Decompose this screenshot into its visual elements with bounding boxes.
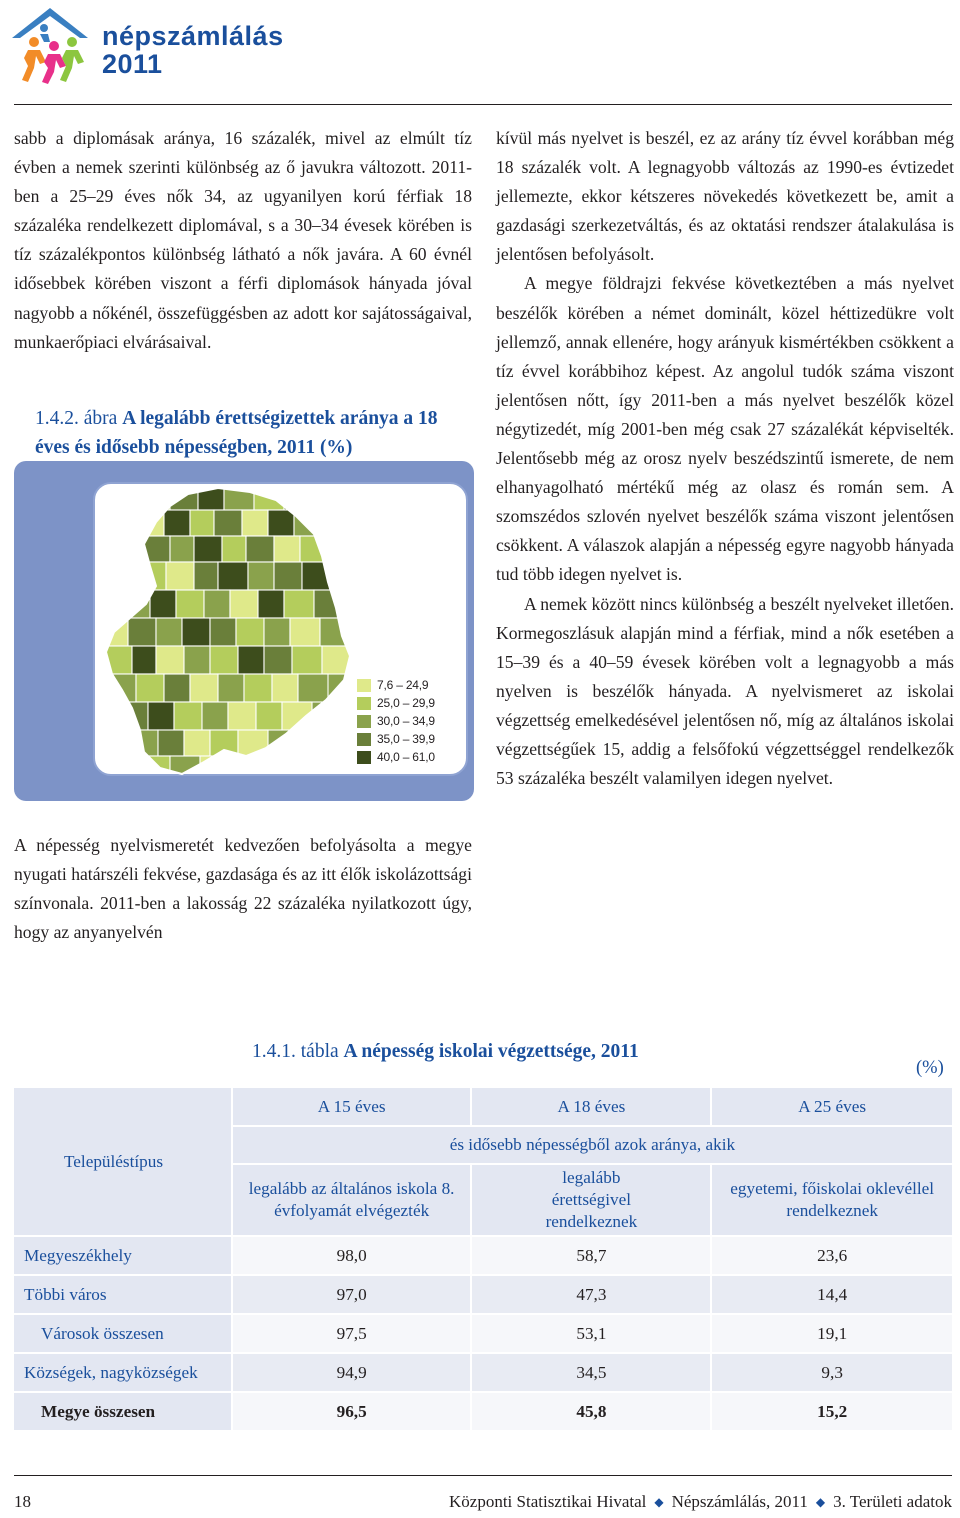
page-number: 18	[14, 1492, 31, 1511]
left-paragraph-2: A népesség nyelvismeretét kedvezően befolyásolta a megye nyugati határszéli fekvése, gazdasága és az itt élők iskolázottsági színvonala. 2011-ben a lakosság 22 százaléka nyilatkozott úgy, hogy az anyanyelvén	[14, 835, 472, 943]
table-title: A népesség iskolai végzettsége, 2011	[343, 1041, 639, 1062]
left-paragraph-1: sabb a diplomásak aránya, 16 százalék, mivel az elmúlt tíz évben a nemek szerinti különbség az ő javukra változott. 2011-ben a 25–29 éves nők 34, az ugyanilyen korú férfiak 18 százaléka rendelkezett diplomával, s a 30–34 évesek körében is tíz százalékpontos különbség látható a nők javára. A 60 évnél idősebbek körében viszont a férfi diplomások hányada jóval nagyobb a nőkénél, összefüggésben az adott kor sajátosságaival, munkaerőpiaci elvárásaival.	[14, 128, 472, 352]
footer-rule	[14, 1475, 952, 1476]
table-cell: 19,1	[711, 1314, 953, 1353]
table-cell: 9,3	[711, 1353, 953, 1392]
legend-label: 40,0 – 61,0	[377, 750, 435, 764]
education-table	[14, 1088, 954, 1432]
legend-swatch	[357, 715, 371, 728]
footer-volume: 3. Területi adatok	[833, 1492, 952, 1511]
table-number: 1.4.1. tábla	[252, 1041, 339, 1062]
footer-publisher: Központi Statisztikai Hivatal	[449, 1492, 647, 1511]
diamond-icon: ◆	[654, 1495, 664, 1509]
logo-wordmark	[102, 22, 284, 78]
right-paragraph-1: kívül más nyelvet is beszél, ez az arány tíz évvel korábban még 18 százalék volt. A legnagyobb változás az 1990-es évtizedet jellemezte, ekkor kétszeres növekedés következett be, amit a gazdasági szerkezetváltás, és az oktatási rendszer átalakulása is jelentősen befolyásolt.	[496, 128, 954, 265]
table-cell: 58,7	[471, 1236, 711, 1275]
census-logo-icon	[10, 6, 94, 90]
row-label: Városok összesen	[14, 1314, 232, 1353]
table-cell: 94,9	[232, 1353, 472, 1392]
table-row	[14, 1275, 953, 1314]
legend-item	[357, 730, 435, 748]
logo-title: népszámlálás	[102, 21, 284, 51]
table-cell: 34,5	[471, 1353, 711, 1392]
legend-swatch	[357, 733, 371, 746]
right-text-column	[496, 124, 954, 793]
figure-caption	[35, 404, 475, 462]
census-logo	[10, 6, 310, 90]
figure-number: 1.4.2. ábra	[35, 408, 118, 429]
table-cell: 96,5	[232, 1392, 472, 1431]
table-cell: 97,5	[232, 1314, 472, 1353]
figure-title: A legalább érettségizettek aránya a 18 éves és idősebb népességben, 2011 (%)	[35, 408, 438, 458]
footer-series: Népszámlálás, 2011	[671, 1492, 808, 1511]
left-text-column	[14, 124, 472, 357]
sub-header: legalább érettségivel rendelkeznek	[471, 1164, 711, 1236]
legend-item	[357, 748, 435, 766]
legend-item	[357, 694, 435, 712]
legend-item	[357, 712, 435, 730]
age-header: A 18 éves	[471, 1088, 711, 1126]
table-cell: 98,0	[232, 1236, 472, 1275]
sub-header: legalább az általános iskola 8. évfolyamát elvégezték	[232, 1164, 472, 1236]
legend-label: 7,6 – 24,9	[377, 678, 429, 692]
row-label: Községek, nagyközségek	[14, 1353, 232, 1392]
logo-year: 2011	[102, 49, 163, 79]
table-row	[14, 1353, 953, 1392]
table-cell: 15,2	[711, 1392, 953, 1431]
running-footer	[449, 1492, 952, 1512]
map-legend	[357, 676, 435, 766]
county-map	[100, 486, 360, 780]
table-cell: 53,1	[471, 1314, 711, 1353]
age-header: A 15 éves	[232, 1088, 472, 1126]
table-unit: (%)	[916, 1058, 944, 1078]
row-label: Megyeszékhely	[14, 1236, 232, 1275]
left-text-column-lower	[14, 831, 472, 947]
legend-label: 25,0 – 29,9	[377, 696, 435, 710]
legend-swatch	[357, 679, 371, 692]
age-header: A 25 éves	[711, 1088, 953, 1126]
diamond-icon: ◆	[815, 1495, 826, 1509]
span-header: és idősebb népességből azok aránya, akik	[232, 1126, 953, 1164]
right-paragraph-2: A megye földrajzi fekvése következtében a más nyelvet beszélők körében a német dominált, közel héttizedükre volt jellemző, annak ellenére, hogy arányuk kismértékben csökkent a tíz évvel korábbihoz képest. Az angolul tudók száma viszont jelentősen nőtt, így 2011-ben a más nyelvet beszélők közel négytizedét, míg 2001-ben még csak 27 százalékát képviselték. Jelentősebb még az orosz nyelv beszédszintű ismerete, de nem elhanyagolható mértékű még az olasz és román sem. A szomszédos szlovén nyelvet beszélők száma viszont jelentősen csökkent. A válaszok alapján a népesség egyre nagyobb hányada tud több idegen nyelvet is.	[496, 273, 954, 585]
table-cell: 23,6	[711, 1236, 953, 1275]
legend-label: 30,0 – 34,9	[377, 714, 435, 728]
legend-item	[357, 676, 435, 694]
table-total-row	[14, 1392, 953, 1431]
row-label: Többi város	[14, 1275, 232, 1314]
table-cell: 97,0	[232, 1275, 472, 1314]
table-cell: 14,4	[711, 1275, 953, 1314]
sub-header: egyetemi, főiskolai oklevéllel rendelkeznek	[711, 1164, 953, 1236]
header-rule	[14, 104, 952, 105]
table-cell: 45,8	[471, 1392, 711, 1431]
row-header-cell: Településtípus	[14, 1088, 232, 1236]
table-caption	[252, 1038, 639, 1066]
table-cell: 47,3	[471, 1275, 711, 1314]
table-row	[14, 1314, 953, 1353]
row-label: Megye összesen	[14, 1392, 232, 1431]
legend-swatch	[357, 751, 371, 764]
table-row	[14, 1236, 953, 1275]
legend-swatch	[357, 697, 371, 710]
table-header-row	[14, 1088, 953, 1126]
right-paragraph-3: A nemek között nincs különbség a beszélt nyelveket illetően. Kormegoszlásuk alapján mind a férfiak, mind a nők esetében a 15–39 és a 40–59 évesek körében volt a legnagyobb a más nyelven is beszélők hányada. A nyelvismeret az iskolai végzettség emelkedésével jelentősen nő, míg az általános iskolai végzettségűek 15, addig a felsőfokú végzettséggel rendelkezők 53 százaléka beszélt valamilyen idegen nyelvet.	[496, 593, 954, 789]
legend-label: 35,0 – 39,9	[377, 732, 435, 746]
